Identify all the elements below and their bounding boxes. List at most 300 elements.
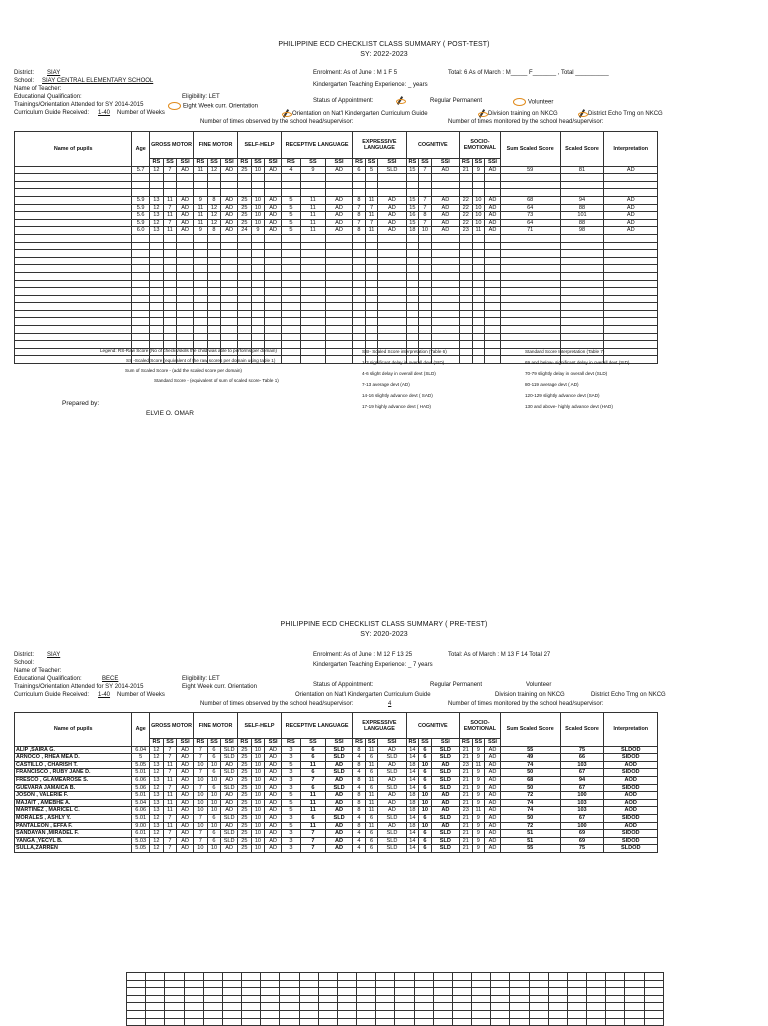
empty-cell [184, 1003, 203, 1011]
score-cell: 5.06 [132, 784, 150, 792]
score-cell: AD [221, 845, 238, 853]
score-cell: 8 [353, 799, 366, 807]
empty-cell [587, 988, 606, 996]
score-cell: 11 [163, 807, 177, 815]
legend-line: 70-79 slightly delay in overall devt (SLD) [525, 371, 608, 376]
score-cell: 6 [207, 830, 221, 838]
col-age-header: Age [132, 132, 150, 167]
pupil-name-cell: MARTINEZ , MARICEL C. [15, 807, 132, 815]
score-cell: 13 [150, 196, 164, 204]
score-cell: 7 [194, 784, 208, 792]
empty-cell [587, 995, 606, 1003]
pre-enrolment: Enrolment: As of June : M 12 F 13 25 [313, 652, 413, 658]
score-cell: AD [265, 761, 282, 769]
col-fine-motor-header: FINE MOTOR [194, 713, 238, 739]
score-cell: 10 [251, 799, 265, 807]
empty-cell [510, 995, 529, 1003]
sub-ssi-header: SSI [265, 739, 282, 747]
post-teaching-exp: Kindergarten Teaching Experience: _ years [313, 82, 428, 88]
empty-cell [395, 1018, 414, 1026]
empty-cell [414, 973, 433, 981]
score-cell: 11 [163, 761, 177, 769]
score-cell: 22 [460, 219, 473, 227]
empty-cell [203, 973, 222, 981]
score-cell: AD [265, 792, 282, 800]
empty-cell [337, 1010, 356, 1018]
score-cell: 8 [353, 746, 366, 754]
score-cell: 7 [163, 830, 177, 838]
col-interpretation-header: Interpretation [604, 132, 658, 167]
empty-cell [165, 973, 184, 981]
empty-cell [222, 1003, 241, 1011]
empty-cell [261, 1010, 280, 1018]
score-cell: 3 [281, 814, 300, 822]
score-cell: 7 [194, 754, 208, 762]
sub-rs-header: RS [238, 739, 252, 747]
col-self-help-header: SELF-HELP [238, 132, 282, 159]
score-cell: 50 [500, 769, 560, 777]
score-cell: 74 [500, 799, 560, 807]
score-cell: AD [431, 799, 459, 807]
score-cell: 11 [365, 196, 378, 204]
score-cell: 11 [365, 776, 378, 784]
sub-ss-header: SS [472, 159, 485, 167]
empty-cell [529, 988, 548, 996]
score-cell: 9 [194, 196, 208, 204]
score-cell: 11 [194, 219, 208, 227]
empty-cell [491, 980, 510, 988]
score-cell: AD [378, 807, 406, 815]
sub-ssi-header: SSI [378, 159, 406, 167]
score-cell: 7 [194, 830, 208, 838]
score-cell: 5 [365, 166, 378, 174]
score-cell: AD [431, 212, 459, 220]
empty-cell [203, 1010, 222, 1018]
empty-cell [452, 980, 471, 988]
score-cell: AD [485, 219, 501, 227]
score-cell: 12 [150, 814, 164, 822]
score-cell: 9 [472, 822, 485, 830]
table-row [15, 822, 658, 830]
empty-cell [127, 995, 146, 1003]
empty-cell [146, 995, 165, 1003]
score-cell: 5.7 [132, 166, 150, 174]
score-cell: 49 [500, 754, 560, 762]
empty-cell [165, 1010, 184, 1018]
score-cell: 6 [419, 814, 432, 822]
score-cell: 9 [472, 837, 485, 845]
score-cell: SLD [431, 845, 459, 853]
score-cell: 10 [419, 822, 432, 830]
score-cell: AD [604, 219, 658, 227]
score-cell: 59 [500, 166, 560, 174]
score-cell: 6 [419, 845, 432, 853]
score-cell: 8 [353, 776, 366, 784]
score-cell: SLD [431, 837, 459, 845]
score-cell: SLD [378, 830, 406, 838]
score-cell: 25 [238, 814, 252, 822]
post-school: SIAY CENTRAL ELEMENTARY SCHOOL [42, 78, 154, 84]
pupil-name-cell: SULLA,ZARREN [15, 845, 132, 853]
score-cell: 8 [207, 196, 221, 204]
score-cell: 7 [163, 814, 177, 822]
empty-cell [318, 980, 337, 988]
empty-cell [242, 995, 261, 1003]
score-cell: 6 [207, 784, 221, 792]
score-cell: 10 [419, 792, 432, 800]
score-cell: 25 [238, 830, 252, 838]
sub-rs-header: RS [194, 739, 208, 747]
col-expressive-header: EXPRESSIVE LANGUAGE [353, 713, 406, 739]
empty-cell [452, 1018, 471, 1026]
empty-cell [529, 995, 548, 1003]
table-row [15, 792, 658, 800]
pupil-name-cell: FRESCO , GLAMEAROSE S. [15, 776, 132, 784]
empty-cell [299, 980, 318, 988]
col-receptive-header: RECEPTIVE LANGUAGE [281, 132, 352, 159]
score-cell: 10 [472, 212, 485, 220]
table-row [15, 754, 658, 762]
score-cell: SLD [431, 754, 459, 762]
empty-cell [222, 988, 241, 996]
empty-cell [491, 973, 510, 981]
empty-cell [376, 1010, 395, 1018]
score-cell: 11 [300, 822, 325, 830]
empty-cell [510, 973, 529, 981]
score-cell: 4 [353, 784, 366, 792]
sub-rs-header: RS [460, 739, 473, 747]
score-cell: 6 [207, 814, 221, 822]
pre-weeks: Number of Weeks [117, 692, 165, 698]
sub-rs-header: RS [406, 159, 419, 167]
score-cell: 9 [472, 776, 485, 784]
score-cell: 21 [460, 746, 473, 754]
empty-cell [567, 995, 586, 1003]
sub-ssi-header: SSI [378, 739, 406, 747]
score-cell: AD [604, 196, 658, 204]
score-cell: AOD [604, 792, 658, 800]
score-cell: 9 [472, 799, 485, 807]
empty-cell [472, 1003, 491, 1011]
empty-cell [318, 1003, 337, 1011]
score-cell: AD [221, 219, 238, 227]
score-cell: 6 [365, 754, 378, 762]
score-cell: 51 [500, 837, 560, 845]
score-cell: AD [485, 837, 501, 845]
score-cell: AD [485, 769, 501, 777]
score-cell: 100 [560, 822, 604, 830]
table-row [127, 1003, 664, 1011]
pupil-name-cell: CASTILLO , CHARISH T. [15, 761, 132, 769]
score-cell: 12 [207, 212, 221, 220]
score-cell: AD [177, 227, 194, 235]
empty-cell [280, 1003, 299, 1011]
score-cell: 9.00 [132, 822, 150, 830]
col-name-header: Name of pupils [15, 713, 132, 747]
score-cell: 7 [365, 204, 378, 212]
post-division: Division training on NKCG [478, 110, 558, 118]
score-cell: SLD [431, 746, 459, 754]
empty-cell [548, 980, 567, 988]
score-cell: AD [378, 799, 406, 807]
score-cell: 25 [238, 204, 252, 212]
score-cell: AD [485, 822, 501, 830]
score-cell: 6.01 [132, 830, 150, 838]
empty-cell [472, 980, 491, 988]
table-row [15, 845, 658, 853]
empty-cell [146, 980, 165, 988]
empty-cell [644, 995, 663, 1003]
empty-cell [510, 1010, 529, 1018]
legend-line: Standard Score - (equivalent of sum of scaled score- Table 1) [154, 378, 279, 383]
score-cell: 11 [300, 204, 325, 212]
empty-cell [337, 995, 356, 1003]
score-cell: AD [378, 212, 406, 220]
score-cell: 81 [560, 166, 604, 174]
empty-cell [165, 988, 184, 996]
score-cell: 10 [251, 196, 265, 204]
pupil-name-cell: GUEVARA JAMAICA B. [15, 784, 132, 792]
empty-cell [357, 1003, 376, 1011]
score-cell: 14 [406, 746, 419, 754]
score-cell: AD [325, 761, 352, 769]
empty-cell [165, 995, 184, 1003]
empty-cell [280, 980, 299, 988]
score-cell: 11 [300, 227, 325, 235]
score-cell: 7 [353, 219, 366, 227]
empty-cell [606, 973, 625, 981]
score-cell: AD [378, 746, 406, 754]
empty-cell [299, 995, 318, 1003]
post-district-label: District: [14, 70, 34, 76]
score-cell: 5 [281, 799, 300, 807]
score-cell: 7 [194, 746, 208, 754]
sub-ssi-header: SSI [431, 739, 459, 747]
empty-cell [510, 1003, 529, 1011]
score-cell: SLD [431, 830, 459, 838]
score-cell: 10 [207, 845, 221, 853]
score-cell: AD [485, 784, 501, 792]
score-cell: AD [378, 204, 406, 212]
score-cell: 94 [560, 196, 604, 204]
score-cell: AD [325, 166, 352, 174]
score-cell: SLDOD [604, 746, 658, 754]
score-cell: 3 [281, 830, 300, 838]
score-cell: AD [265, 822, 282, 830]
score-cell: 12 [150, 219, 164, 227]
empty-cell [433, 1010, 452, 1018]
score-cell: 10 [419, 761, 432, 769]
empty-cell [165, 1003, 184, 1011]
sub-ss-header: SS [163, 739, 177, 747]
score-cell: AD [604, 166, 658, 174]
empty-cell [548, 988, 567, 996]
empty-cell [318, 995, 337, 1003]
post-status: Status of Appointment: [313, 98, 374, 104]
sub-ss-header: SS [300, 739, 325, 747]
empty-cell [433, 995, 452, 1003]
score-cell: AD [265, 746, 282, 754]
empty-cell [644, 1003, 663, 1011]
score-cell: 64 [500, 204, 560, 212]
score-cell: AD [431, 807, 459, 815]
sub-rs-header: RS [353, 739, 366, 747]
score-cell: 7 [300, 776, 325, 784]
score-cell: 21 [460, 769, 473, 777]
empty-cell [203, 995, 222, 1003]
sub-rs-header: RS [460, 159, 473, 167]
empty-cell [127, 1018, 146, 1026]
col-cognitive-header: COGNITIVE [406, 132, 459, 159]
score-cell: 55 [500, 845, 560, 853]
score-cell: 3 [281, 784, 300, 792]
empty-cell [491, 1010, 510, 1018]
score-cell: 6 [419, 830, 432, 838]
empty-cell [510, 988, 529, 996]
col-receptive-header: RECEPTIVE LANGUAGE [281, 713, 352, 739]
pupil-name-cell: ARNOCO , RHEA MEA D. [15, 754, 132, 762]
score-cell: 64 [500, 219, 560, 227]
empty-cell [376, 995, 395, 1003]
score-cell: SIDOD [604, 814, 658, 822]
score-cell: 12 [150, 845, 164, 853]
empty-cell [395, 1010, 414, 1018]
empty-cell [567, 1010, 586, 1018]
score-cell: 25 [238, 769, 252, 777]
empty-cell [606, 995, 625, 1003]
table-row [15, 830, 658, 838]
score-cell: 11 [163, 792, 177, 800]
score-cell: 21 [460, 776, 473, 784]
score-cell: 50 [500, 814, 560, 822]
score-cell: 9 [472, 830, 485, 838]
score-cell: AD [265, 776, 282, 784]
empty-cell [433, 973, 452, 981]
empty-cell [222, 1010, 241, 1018]
legend-line: 1-3 significant delay in overall devt (SID) [362, 360, 445, 365]
score-cell: AD [431, 792, 459, 800]
pre-school-label: School: [14, 660, 35, 666]
score-cell: 10 [207, 776, 221, 784]
score-cell: 10 [251, 837, 265, 845]
score-cell: 3 [281, 845, 300, 853]
score-cell: SLD [378, 784, 406, 792]
table-row [127, 980, 664, 988]
pre-total: Total: As of March : M 13 F 14 Total 27 [448, 652, 551, 658]
score-cell: 6 [365, 814, 378, 822]
pre-title: PHILIPPINE ECD CHECKLIST CLASS SUMMARY ( PRE-TEST) [280, 621, 488, 628]
score-cell: 13 [150, 807, 164, 815]
empty-cell [242, 973, 261, 981]
empty-cell [433, 1003, 452, 1011]
score-cell: 7 [419, 166, 432, 174]
empty-cell [222, 973, 241, 981]
score-cell: 11 [365, 761, 378, 769]
score-cell: 16 [406, 212, 419, 220]
score-cell: 10 [419, 807, 432, 815]
score-cell: 7 [163, 754, 177, 762]
score-cell: 10 [251, 776, 265, 784]
empty-cell [261, 1003, 280, 1011]
post-weeks: Number of Weeks [117, 110, 165, 116]
score-cell: AD [265, 196, 282, 204]
empty-cell [472, 988, 491, 996]
score-cell: AD [265, 784, 282, 792]
score-cell: 5 [281, 761, 300, 769]
score-cell: 6 [419, 754, 432, 762]
score-cell: AD [431, 822, 459, 830]
score-cell: AD [221, 166, 238, 174]
score-cell: 98 [560, 227, 604, 235]
score-cell: 11 [365, 746, 378, 754]
empty-cell [184, 1010, 203, 1018]
score-cell: 11 [300, 196, 325, 204]
pupil-name-cell: PANTALEON , EFFA F. [15, 822, 132, 830]
score-cell: 5 [132, 754, 150, 762]
score-cell: 6 [300, 769, 325, 777]
pre-curriculum-value: 1-40 [98, 692, 111, 698]
empty-cell [280, 995, 299, 1003]
score-cell: SLD [325, 784, 352, 792]
score-cell: 69 [560, 837, 604, 845]
empty-cell [127, 980, 146, 988]
sub-ssi-header: SSI [325, 739, 352, 747]
score-cell: 14 [406, 776, 419, 784]
empty-cell [606, 1018, 625, 1026]
legend-line: 17-19 highly advance devt ( HAD) [362, 404, 431, 409]
score-cell: 6 [365, 845, 378, 853]
score-cell: AD [265, 212, 282, 220]
empty-cell [567, 980, 586, 988]
empty-cell [529, 1018, 548, 1026]
empty-cell [510, 980, 529, 988]
empty-cell [261, 973, 280, 981]
score-cell: AOD [604, 807, 658, 815]
sub-ssi-header: SSI [221, 739, 238, 747]
empty-cell [261, 1018, 280, 1026]
empty-cell [242, 980, 261, 988]
score-cell: 14 [406, 769, 419, 777]
score-cell: 6 [365, 784, 378, 792]
empty-cell [165, 980, 184, 988]
score-cell: 18 [406, 761, 419, 769]
empty-cell [567, 988, 586, 996]
score-cell: AD [221, 227, 238, 235]
score-cell: 10 [251, 769, 265, 777]
empty-cell [433, 980, 452, 988]
pupil-name-cell: YANGA ,YECYL B. [15, 837, 132, 845]
score-cell: AD [265, 830, 282, 838]
score-cell: 50 [500, 784, 560, 792]
empty-cell [299, 1003, 318, 1011]
score-cell: 12 [150, 830, 164, 838]
empty-cell [644, 1010, 663, 1018]
score-cell: 69 [560, 830, 604, 838]
score-cell: 10 [207, 807, 221, 815]
table-row [127, 1010, 664, 1018]
score-cell: 9 [194, 227, 208, 235]
score-cell: 72 [500, 792, 560, 800]
empty-cell [184, 973, 203, 981]
score-cell: AD [177, 814, 194, 822]
score-cell: 25 [238, 792, 252, 800]
score-cell: AD [604, 204, 658, 212]
pre-volunteer: Volunteer [526, 682, 552, 688]
score-cell: SLD [378, 769, 406, 777]
score-cell: 21 [460, 814, 473, 822]
pre-monitored: Number of times monitored by the school head/supervisor: [448, 701, 604, 707]
score-cell: 67 [560, 784, 604, 792]
